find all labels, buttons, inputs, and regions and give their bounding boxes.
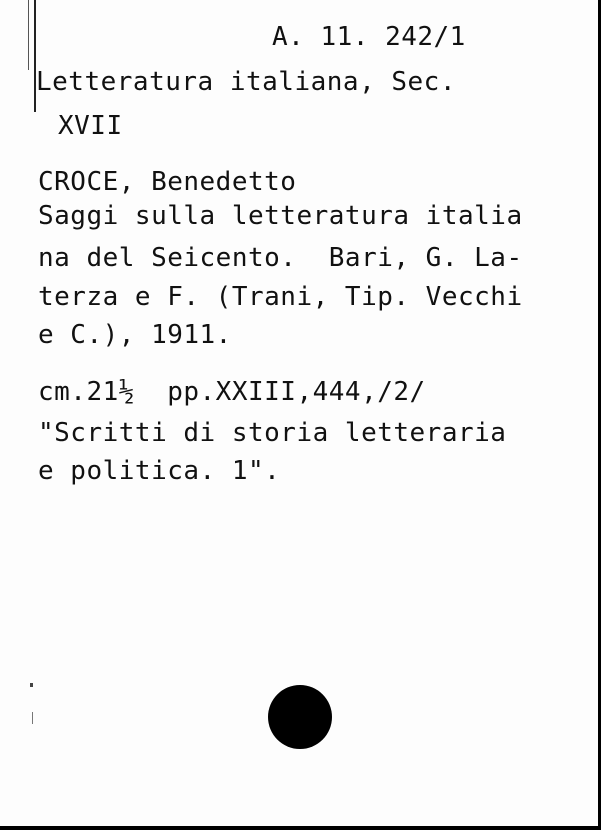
punch-hole xyxy=(268,685,332,749)
collation-line: cm.21½ pp.XXIII,444,/2/ xyxy=(38,377,426,407)
title-line: terza e F. (Trani, Tip. Vecchi xyxy=(38,282,523,312)
call-number: A. 11. 242/1 xyxy=(272,22,466,52)
series-note: e politica. 1". xyxy=(38,456,281,486)
card-bottom-edge xyxy=(0,826,601,830)
title-line: Saggi sulla letteratura italia xyxy=(38,201,523,231)
series-note: "Scritti di storia letteraria xyxy=(38,418,507,448)
ink-speck xyxy=(32,712,33,724)
author-heading: CROCE, Benedetto xyxy=(38,167,297,197)
subject-heading-continued: XVII xyxy=(58,111,123,141)
imprint-line: e C.), 1911. xyxy=(38,320,232,350)
title-line: na del Seicento. Bari, G. La- xyxy=(38,243,523,273)
card-edge-mark xyxy=(28,0,29,70)
subject-heading: Letteratura italiana, Sec. xyxy=(36,67,456,97)
ink-speck xyxy=(30,683,33,687)
